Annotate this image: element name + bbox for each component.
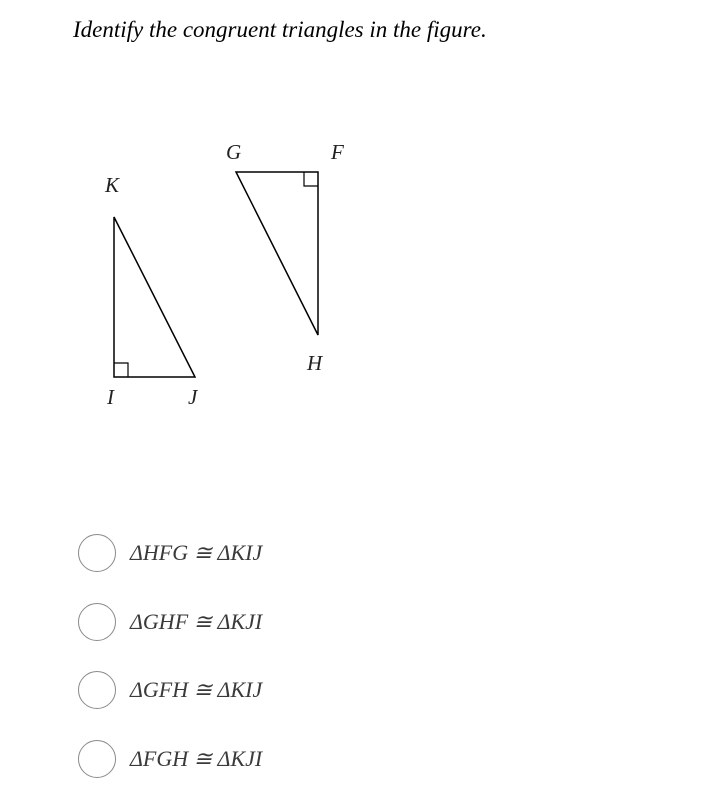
choice-label-4: ΔFGH ≅ ΔKJI [130,745,263,771]
choice-label-3: ΔGFH ≅ ΔKIJ [130,677,263,702]
question-text: Identify the congruent triangles in the figure. [73,17,487,42]
right-angle-marker-i [114,363,128,377]
radio-button-4[interactable] [78,740,116,778]
triangle-gfh [236,172,318,335]
choice-option-2[interactable] [78,603,478,643]
choice-option-4[interactable] [78,740,478,780]
choice-option-1[interactable] [78,534,478,574]
vertex-label-i: I [107,385,114,409]
choice-label-2: ΔGHF ≅ ΔKJI [130,608,263,634]
vertex-label-k: K [105,173,120,197]
triangle-kij [114,217,195,377]
radio-button-2[interactable] [78,603,116,641]
vertex-label-h: H [307,351,323,375]
vertex-label-f: F [331,140,344,164]
right-angle-marker-f [304,172,318,186]
radio-button-3[interactable] [78,671,116,709]
radio-button-1[interactable] [78,534,116,572]
answer-choices [78,534,478,808]
choice-option-3[interactable] [78,671,478,711]
vertex-label-j: J [188,385,198,409]
vertex-label-g: G [226,140,242,164]
choice-label-1: ΔHFG ≅ ΔKIJ [130,540,263,565]
